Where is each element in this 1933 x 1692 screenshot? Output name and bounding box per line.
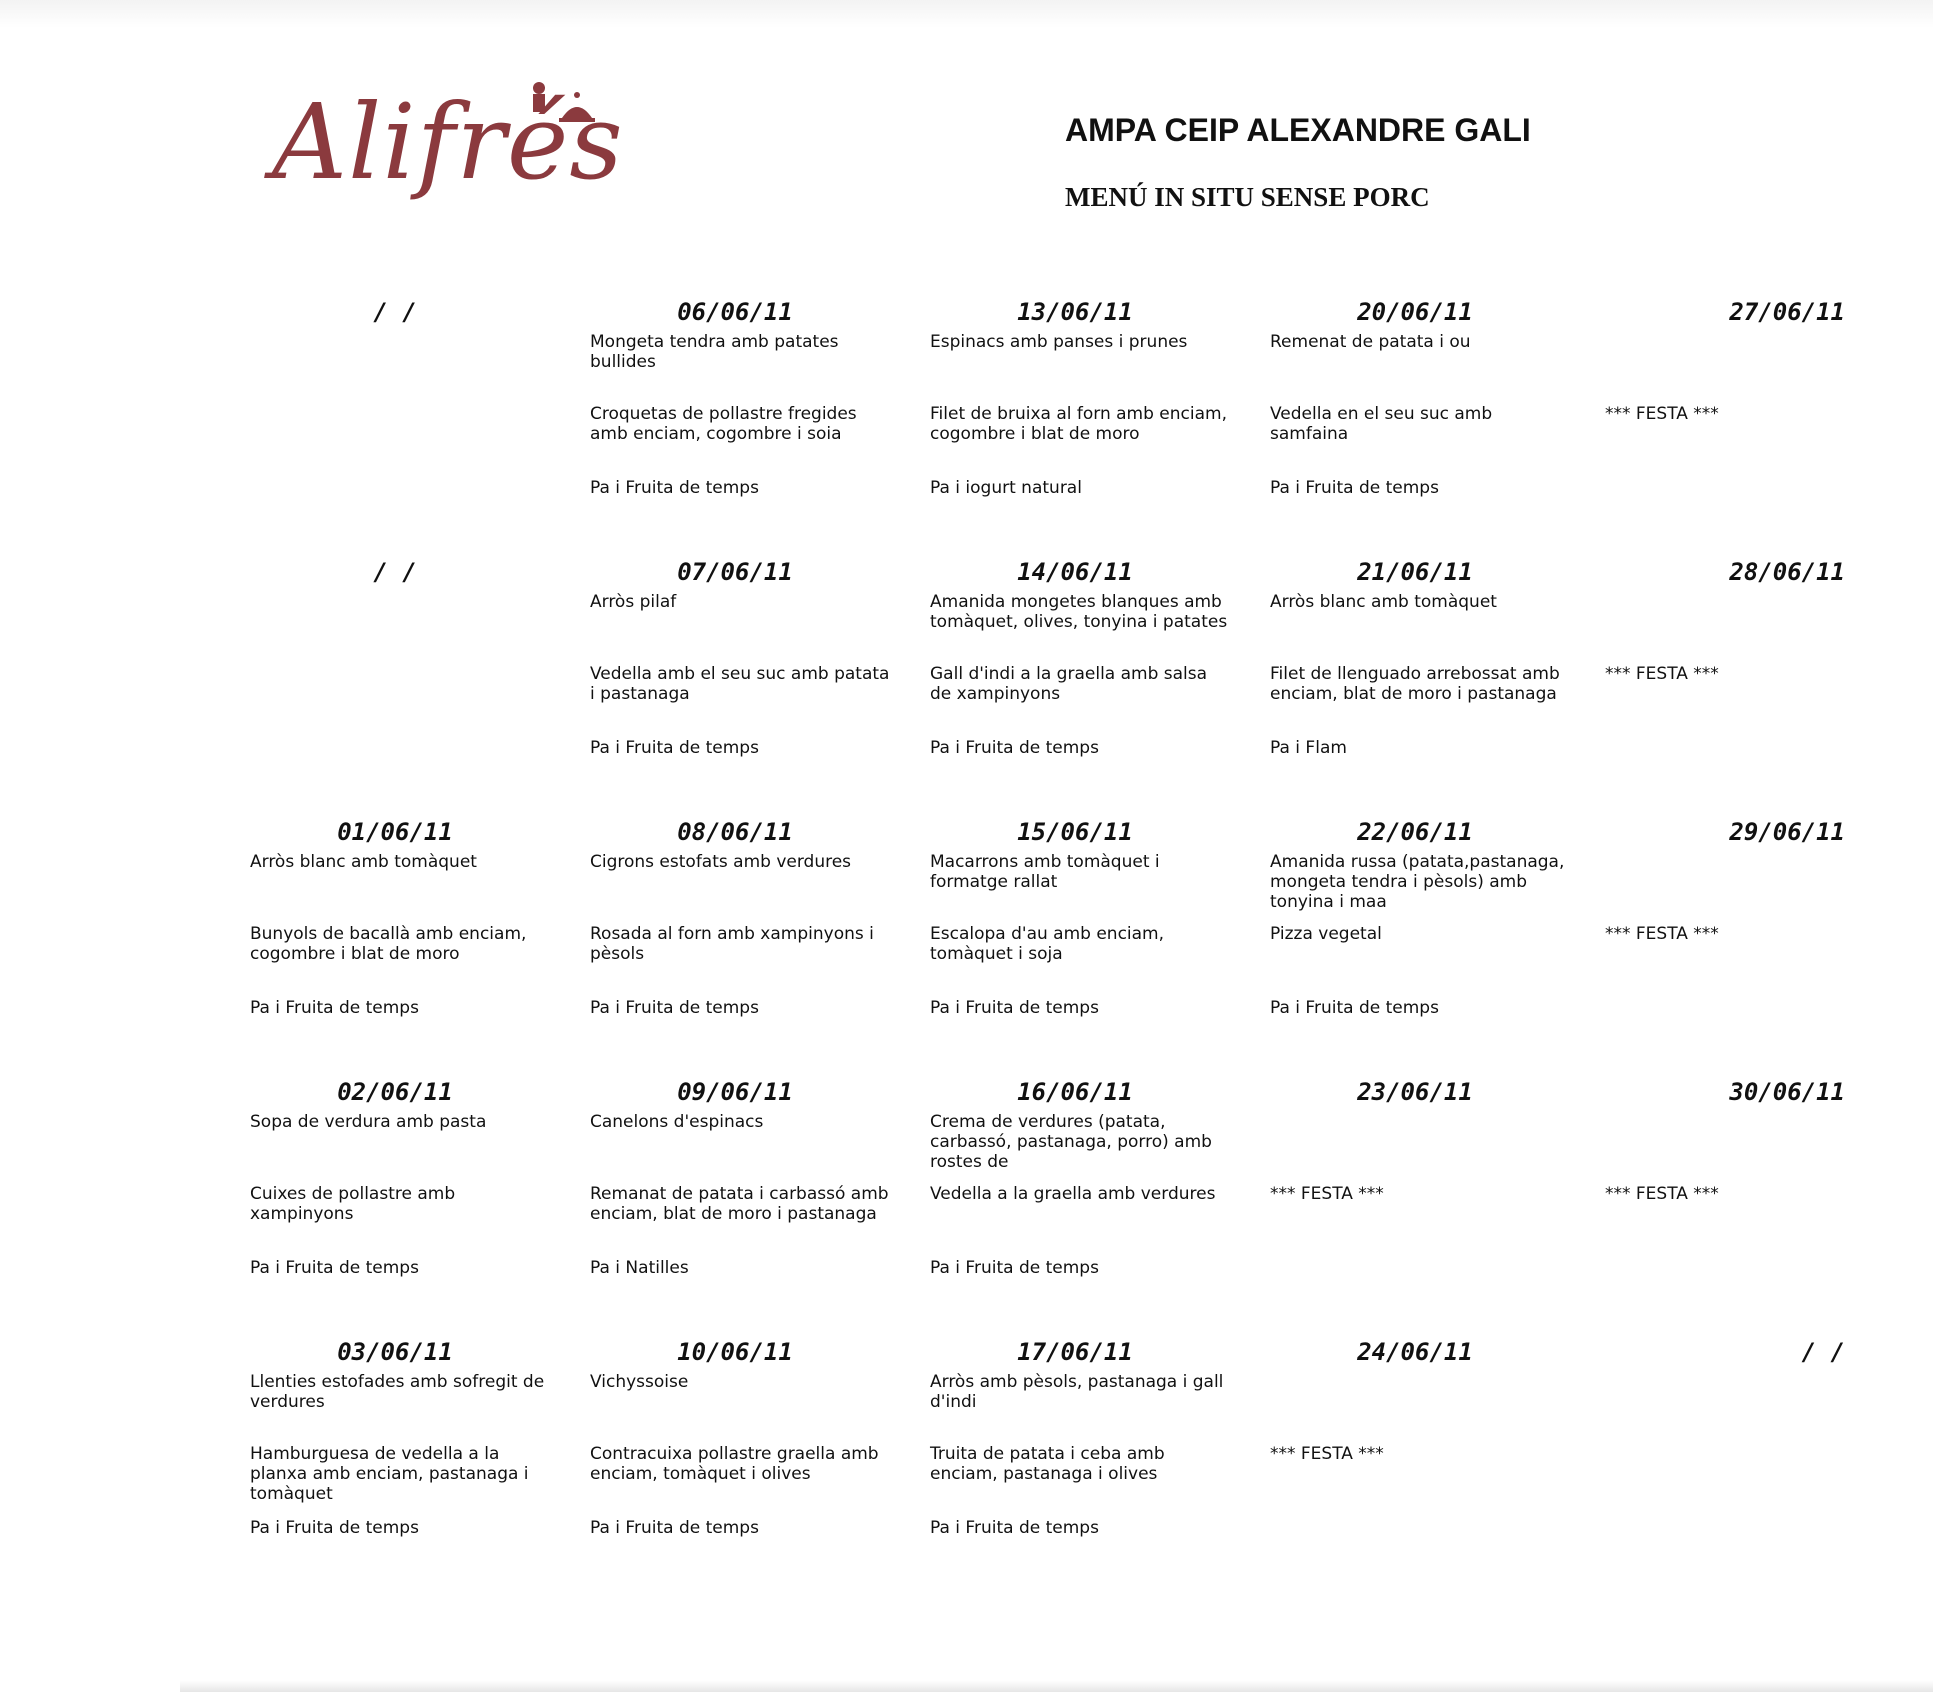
menu-day-cell [925,1076,1265,1336]
first-course: Cigrons estofats amb verdures [590,852,852,872]
day-date: / / [1801,1338,1845,1366]
day-date: 03/06/11 [337,1338,453,1366]
dessert: Pa i Fruita de temps [930,998,1099,1018]
dessert: Pa i Fruita de temps [590,478,759,498]
first-course: Amanida russa (patata,pastanaga, mongeta tendra i pèsols) amb tonyina i maa [1270,852,1565,912]
day-date: 20/06/11 [1357,298,1473,326]
first-course: Remenat de patata i ou [1270,332,1471,352]
menu-day-cell [585,556,925,816]
day-date: 10/06/11 [677,1338,793,1366]
menu-day-cell [1605,296,1845,556]
menu-day-cell [1605,556,1845,816]
dessert: Pa i Fruita de temps [1270,998,1439,1018]
first-course: Canelons d'espinacs [590,1112,764,1132]
second-course: Vedella amb el seu suc amb patata i pastanaga [590,664,890,704]
menu-day-cell [245,816,585,1076]
second-course: Vedella a la graella amb verdures [930,1184,1216,1204]
dessert: Pa i Fruita de temps [250,1518,419,1538]
second-course: Truita de patata i ceba amb enciam, pastanaga i olives [930,1444,1165,1484]
dessert: Pa i Fruita de temps [590,1518,759,1538]
day-date: / / [373,558,417,586]
menu-day-cell [245,1076,585,1336]
first-course: Mongeta tendra amb patates bullides [590,332,839,372]
menu-day-cell [925,296,1265,556]
day-date: 16/06/11 [1017,1078,1133,1106]
menu-day-cell [585,816,925,1076]
menu-day-cell [585,296,925,556]
day-date: 27/06/11 [1729,298,1845,326]
menu-day-cell [1265,556,1605,816]
menu-day-cell [1605,1076,1845,1336]
second-course: Pizza vegetal [1270,924,1382,944]
organization-title: AMPA CEIP ALEXANDRE GALI [1065,112,1531,148]
menu-day-cell [245,556,585,816]
dessert: Pa i Fruita de temps [1270,478,1439,498]
second-course: Rosada al forn amb xampinyons i pèsols [590,924,874,964]
first-course: Arròs amb pèsols, pastanaga i gall d'indi [930,1372,1224,1412]
second-course: Escalopa d'au amb enciam, tomàquet i soja [930,924,1165,964]
menu-day-cell [1605,1336,1845,1596]
first-course: Amanida mongetes blanques amb tomàquet, olives, tonyina i patates [930,592,1228,632]
menu-day-cell [925,816,1265,1076]
menu-day-cell [1265,296,1605,556]
dessert: Pa i Fruita de temps [930,1258,1099,1278]
first-course: Macarrons amb tomàquet i formatge rallat [930,852,1160,892]
second-course: Filet de bruixa al forn amb enciam, cogombre i blat de moro [930,404,1227,444]
second-course: Gall d'indi a la graella amb salsa de xampinyons [930,664,1208,704]
menu-day-cell [585,1336,925,1596]
dessert: Pa i Flam [1270,738,1347,758]
dessert: Pa i Fruita de temps [590,738,759,758]
dessert: Pa i iogurt natural [930,478,1082,498]
holiday-label: *** FESTA *** [1605,664,1719,684]
day-date: 29/06/11 [1729,818,1845,846]
day-date: 22/06/11 [1357,818,1473,846]
day-date: 14/06/11 [1017,558,1133,586]
alifres-logo [272,72,652,212]
holiday-label: *** FESTA *** [1270,1444,1384,1464]
menu-day-cell [1265,816,1605,1076]
second-course: Contracuixa pollastre graella amb enciam, tomàquet i olives [590,1444,879,1484]
second-course: Hamburguesa de vedella a la planxa amb enciam, pastanaga i tomàquet [250,1444,529,1504]
logo-text: Alifrés [272,81,624,203]
day-date: 01/06/11 [337,818,453,846]
menu-day-cell [1265,1076,1605,1336]
menu-day-cell [245,296,585,556]
second-course: Vedella en el seu suc amb samfaina [1270,404,1493,444]
day-date: 30/06/11 [1729,1078,1845,1106]
dessert: Pa i Natilles [590,1258,689,1278]
day-date: 24/06/11 [1357,1338,1473,1366]
first-course: Espinacs amb panses i prunes [930,332,1188,352]
menu-title: MENÚ IN SITU SENSE PORC [1065,182,1430,212]
day-date: / / [373,298,417,326]
first-course: Arròs pilaf [590,592,677,612]
first-course: Crema de verdures (patata, carbassó, pastanaga, porro) amb rostes de [930,1112,1212,1172]
day-date: 28/06/11 [1729,558,1845,586]
day-date: 17/06/11 [1017,1338,1133,1366]
day-date: 23/06/11 [1357,1078,1473,1106]
second-course: Filet de llenguado arrebossat amb enciam, blat de moro i pastanaga [1270,664,1560,704]
second-course: Cuixes de pollastre amb xampinyons [250,1184,456,1224]
menu-day-cell [245,1336,585,1596]
menu-day-cell [1265,1336,1605,1596]
menu-day-cell [925,1336,1265,1596]
menu-day-cell [925,556,1265,816]
day-date: 15/06/11 [1017,818,1133,846]
holiday-label: *** FESTA *** [1605,924,1719,944]
holiday-label: *** FESTA *** [1605,404,1719,424]
holiday-label: *** FESTA *** [1270,1184,1384,1204]
dessert: Pa i Fruita de temps [930,1518,1099,1538]
first-course: Sopa de verdura amb pasta [250,1112,487,1132]
second-course: Remanat de patata i carbassó amb enciam, blat de moro i pastanaga [590,1184,889,1224]
day-date: 21/06/11 [1357,558,1473,586]
day-date: 06/06/11 [677,298,793,326]
day-date: 09/06/11 [677,1078,793,1106]
first-course: Vichyssoise [590,1372,689,1392]
menu-day-cell [1605,816,1845,1076]
second-course: Bunyols de bacallà amb enciam, cogombre i blat de moro [250,924,527,964]
dessert: Pa i Fruita de temps [930,738,1099,758]
dessert: Pa i Fruita de temps [590,998,759,1018]
day-date: 07/06/11 [677,558,793,586]
day-date: 13/06/11 [1017,298,1133,326]
first-course: Arròs blanc amb tomàquet [1270,592,1497,612]
first-course: Arròs blanc amb tomàquet [250,852,477,872]
menu-day-cell [585,1076,925,1336]
holiday-label: *** FESTA *** [1605,1184,1719,1204]
day-date: 02/06/11 [337,1078,453,1106]
dessert: Pa i Fruita de temps [250,998,419,1018]
dessert: Pa i Fruita de temps [250,1258,419,1278]
first-course: Llenties estofades amb sofregit de verdures [250,1372,545,1412]
day-date: 08/06/11 [677,818,793,846]
menu-calendar-grid [245,296,1845,1556]
second-course: Croquetas de pollastre fregides amb enciam, cogombre i soia [590,404,857,444]
